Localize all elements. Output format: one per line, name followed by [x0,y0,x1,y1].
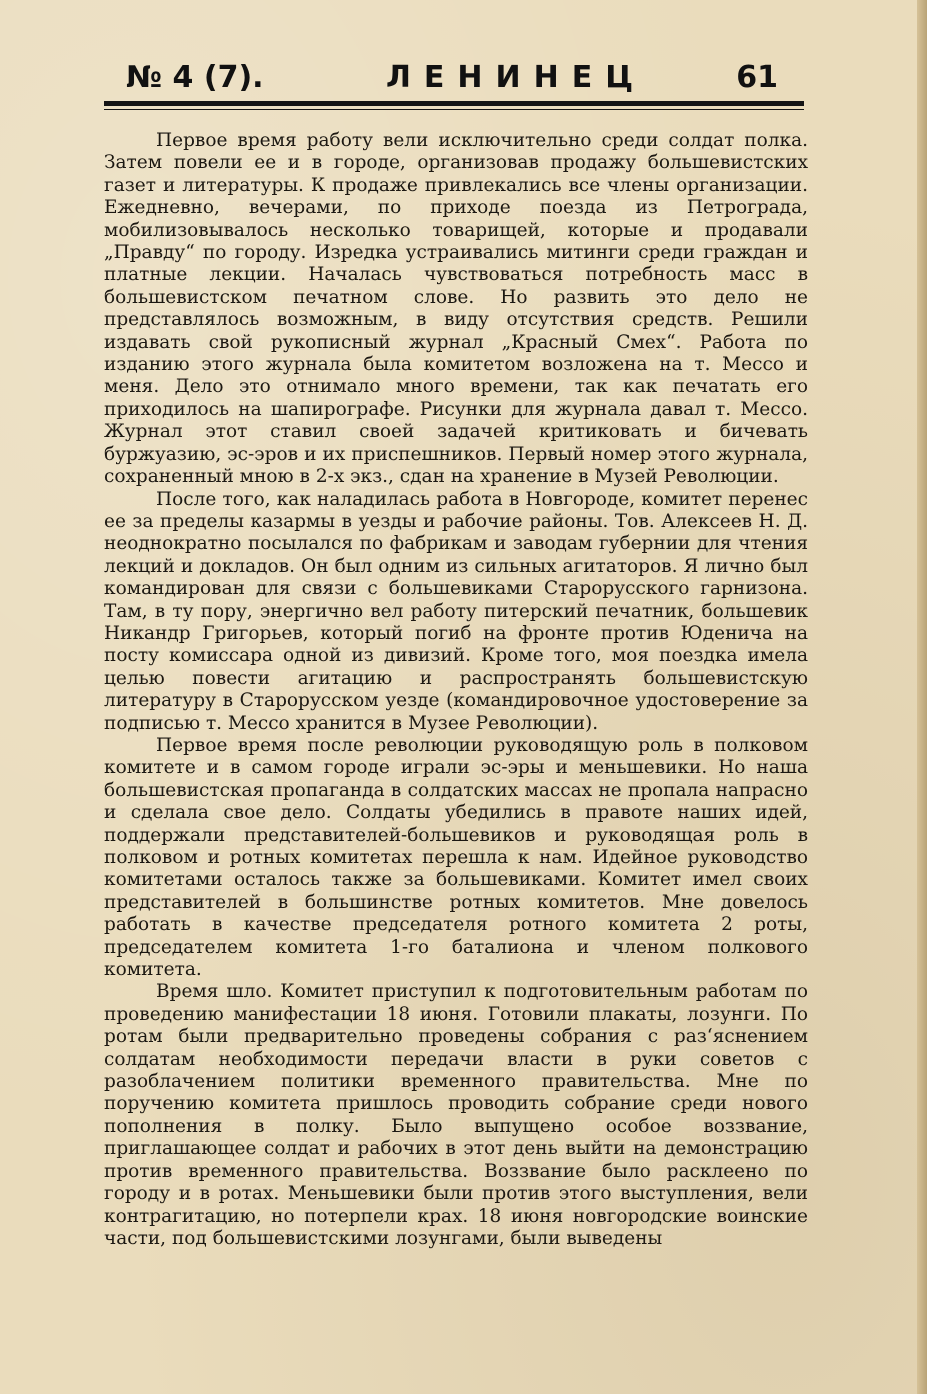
paragraph: Время шло. Комитет приступил к подготовительным работам по проведению манифестации 18 июня. Готовили плакаты, лозунги. По ротам были предварительно проведены собрания с раз‘яснением солдатам необходимости передачи власти в руки советов с разоблачением политики временного правительства. Мне по поручению комитета пришлось проводить собрание среди нового пополнения в полку. Было выпущено особое воззвание, приглашающее солдат и рабочих в этот день выйти на демонстрацию против временного правительства. Воззвание было расклеено по городу и в ротах. Меньшевики были против этого выступления, вели контрагитацию, но потерпели крах. 18 июня новгородские воинские части, под большевистскими лозунгами, были выведены [104,981,808,1249]
header-rule-thick [104,101,804,106]
header-rule-thin [104,109,804,110]
page-number: 61 [736,60,778,95]
paragraph: После того, как наладилась работа в Новгороде, комитет перенес ее за пределы казармы в уезды и рабочие районы. Тов. Алексеев Н. Д. неоднократно посылался по фабрикам и заводам губернии для чтения лекций и докладов. Он был одним из сильных агитаторов. Я лично был командирован для связи с большевиками Старорусского гарнизона. Там, в ту пору, энергично вел работу питерский печатник, большевик Никандр Григорьев, который погиб на фронте против Юденича на посту комиссара одной из дивизий. Кроме того, моя поездка имела целью повести агитацию и распространять большевистскую литературу в Старорусском уезде (командировочное удостоверение за подписью т. Мессо хранится в Музее Революции). [104,488,808,734]
paragraph: Первое время после революции руководящую роль в полковом комитете и в самом городе играли эс-эры и меньшевики. Но наша большевистская пропаганда в солдатских массах не пропала напрасно и сделала свое дело. Солдаты убедились в правоте наших идей, поддержали представителей-большевиков и руководящая роль в полковом и ротных комитетах перешла к нам. Идейное руководство комитетами осталось также за большевиками. Комитет имел своих представителей в большинстве ротных комитетов. Мне довелось работать в качестве председателя ротного комитета 2 роты, председателем комитета 1-го баталиона и членом полкового комитета. [104,734,808,981]
journal-title: ЛЕНИНЕЦ [386,60,647,95]
article-body [104,130,808,1250]
paragraph: Первое время работу вели исключительно среди солдат полка. Затем повели ее и в городе, организовав продажу большевистских газет и литературы. К продаже привлекались все члены организации. Ежедневно, вечерами, по приходе поезда из Петрограда, мобилизовывалось несколько товарищей, которые и продавали „Правду“ по городу. Изредка устраивались митинги среди граждан и платные лекции. Началась чувствоваться потребность масс в большевистском печатном слове. Но развить это дело не представлялось возможным, в виду отсутствия средств. Решили издавать свой рукописный журнал „Красный Смех“. Работа по изданию этого журнала была комитетом возложена на т. Мессо и меня. Дело это отнимало много времени, так как печатать его приходилось на шапирографе. Рисунки для журнала давал т. Мессо. Журнал этот ставил своей задачей критиковать и бичевать буржуазию, эс-эров и их приспешников. Первый номер этого журнала, сохраненный мною в 2-х экз., сдан на хранение в Музей Революции. [104,130,808,488]
page-edge-shadow [917,0,927,1394]
issue-number: № 4 (7). [126,60,264,95]
running-header [104,58,804,102]
